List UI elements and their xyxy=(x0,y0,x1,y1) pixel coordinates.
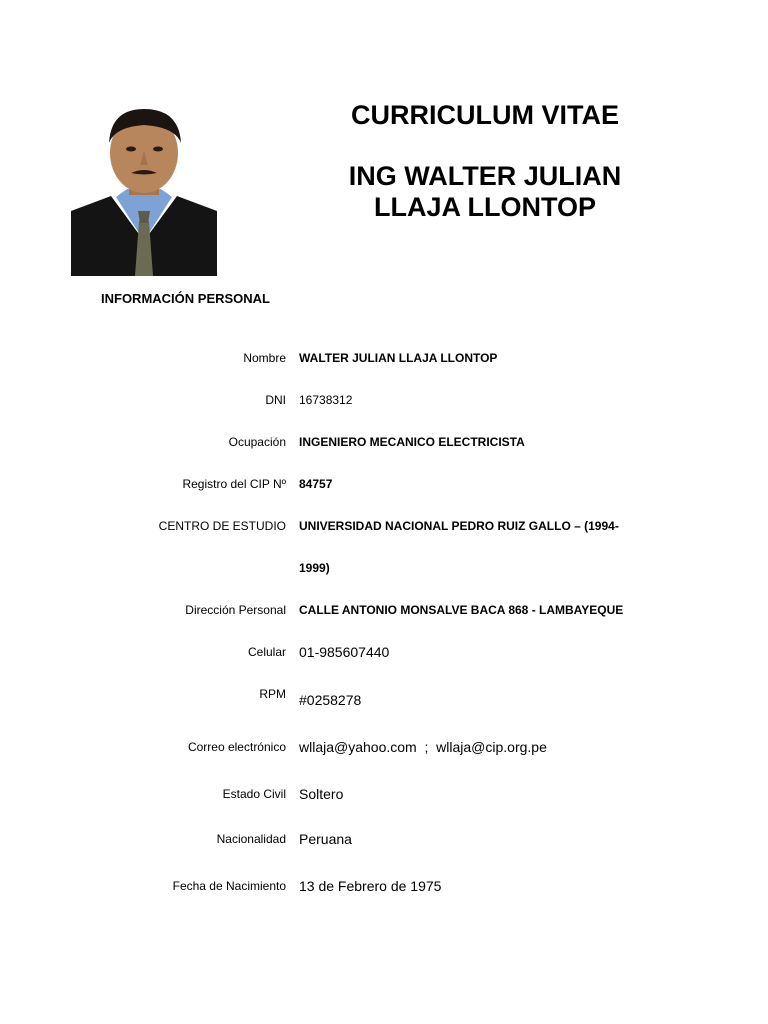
field-row-direccion xyxy=(0,603,768,623)
field-value: wllaja@yahoo.com ; wllaja@cip.org.pe xyxy=(299,739,547,755)
document-title: CURRICULUM VITAE xyxy=(351,100,619,130)
field-row-nacionalidad xyxy=(0,832,768,852)
field-value: 01-985607440 xyxy=(299,644,390,660)
field-value: 16738312 xyxy=(299,393,353,407)
portrait-photo xyxy=(71,101,217,276)
field-value: Peruana xyxy=(299,831,352,847)
field-label: Ocupación xyxy=(228,435,286,449)
field-label: Registro del CIP Nº xyxy=(182,477,286,491)
field-label: Fecha de Nacimiento xyxy=(172,879,286,893)
field-row-fecha-nacimiento xyxy=(0,879,768,899)
field-row-celular xyxy=(0,645,768,665)
field-row-centro-estudio-cont xyxy=(0,561,768,581)
field-label: Dirección Personal xyxy=(185,603,286,617)
field-row-estado-civil xyxy=(0,787,768,807)
field-row-dni xyxy=(0,393,768,413)
field-label: Estado Civil xyxy=(222,787,286,801)
field-value: #0258278 xyxy=(299,692,362,708)
person-name-title-line2: LLAJA LLONTOP xyxy=(374,192,596,222)
field-label: CENTRO DE ESTUDIO xyxy=(158,519,286,533)
field-label: DNI xyxy=(265,393,286,407)
field-value: Soltero xyxy=(299,786,344,802)
field-row-correo xyxy=(0,740,768,760)
person-name-title-line1: ING WALTER JULIAN xyxy=(348,161,622,191)
field-value: UNIVERSIDAD NACIONAL PEDRO RUIZ GALLO – (1994- xyxy=(299,519,619,533)
field-row-ocupacion xyxy=(0,435,768,455)
field-value-continuation: 1999) xyxy=(299,561,330,575)
field-label: Correo electrónico xyxy=(187,740,286,754)
field-label: Celular xyxy=(247,645,286,659)
field-row-nombre xyxy=(0,351,768,371)
field-value: 13 de Febrero de 1975 xyxy=(299,878,442,894)
field-value: CALLE ANTONIO MONSALVE BACA 868 - LAMBAYEQUE xyxy=(299,603,624,617)
field-label: Nacionalidad xyxy=(216,832,286,846)
field-row-rpm xyxy=(0,687,768,707)
field-label: RPM xyxy=(259,687,286,701)
field-value: 84757 xyxy=(299,477,333,491)
document-title-block xyxy=(300,100,670,223)
section-heading-personal-info: INFORMACIÓN PERSONAL xyxy=(101,291,270,306)
field-row-registro-cip xyxy=(0,477,768,497)
field-value: INGENIERO MECANICO ELECTRICISTA xyxy=(299,435,525,449)
field-label: Nombre xyxy=(243,351,286,365)
field-value: WALTER JULIAN LLAJA LLONTOP xyxy=(299,351,498,365)
field-row-centro-estudio xyxy=(0,519,768,539)
